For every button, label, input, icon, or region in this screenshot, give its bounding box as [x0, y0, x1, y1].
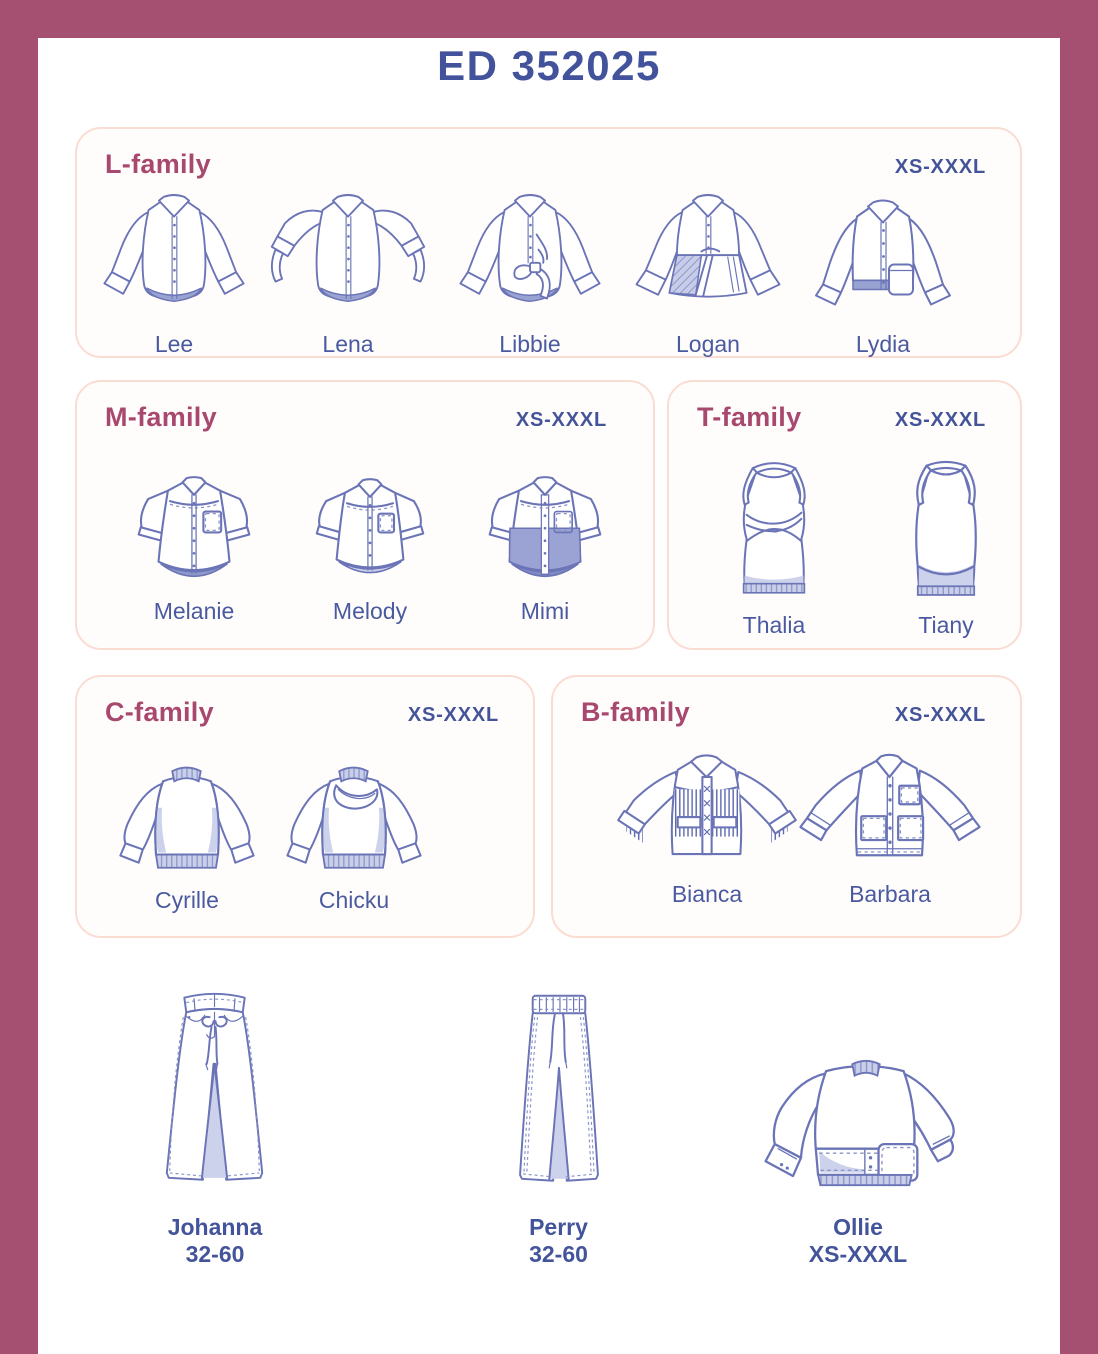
ollie-figure	[728, 1046, 988, 1268]
ollie-size: XS-XXXL	[808, 1241, 908, 1267]
size-range-c: XS-XXXL	[407, 704, 499, 726]
garment-name-lydia: Lydia	[855, 331, 911, 357]
thalia-top-illustration	[704, 456, 844, 608]
family-box-l	[75, 127, 1022, 358]
lee-shirt-illustration	[94, 191, 254, 327]
johanna-name: Johanna	[167, 1214, 263, 1240]
perry-size: 32-60	[529, 1241, 588, 1267]
family-box-b	[551, 675, 1022, 938]
perry-figure	[476, 986, 641, 1268]
johanna-pants-illustration	[115, 986, 315, 1208]
ollie-name: Ollie	[833, 1214, 883, 1240]
perry-pants-illustration	[476, 986, 641, 1208]
garment-name-melody: Melody	[332, 598, 408, 624]
catalog-page	[38, 38, 1060, 1354]
chicku-sweatshirt-illustration	[269, 763, 439, 883]
melanie-shirt-illustration	[114, 474, 274, 594]
johanna-size: 32-60	[185, 1241, 245, 1267]
ollie-sweatshirt-illustration	[728, 1046, 988, 1208]
mimi-shirt-illustration	[465, 474, 625, 594]
libbie-shirt-illustration	[450, 191, 610, 327]
garment-name-lena: Lena	[322, 331, 374, 357]
cyrille-sweatshirt-illustration	[102, 763, 272, 883]
perry-label	[529, 1214, 588, 1268]
family-box-c	[75, 675, 535, 938]
size-range-l: XS-XXXL	[894, 156, 986, 178]
johanna-figure	[115, 986, 315, 1268]
family-title-c: C-family	[105, 697, 214, 727]
size-range-t: XS-XXXL	[894, 409, 986, 431]
garment-name-tiany: Tiany	[918, 612, 974, 638]
family-title-t: T-family	[697, 402, 802, 432]
garment-name-barbara: Barbara	[849, 881, 931, 907]
barbara-jacket-illustration	[795, 751, 985, 877]
bianca-jacket-illustration	[612, 751, 802, 877]
lena-shirt-illustration	[268, 191, 428, 327]
garment-name-logan: Logan	[676, 331, 740, 357]
perry-name: Perry	[529, 1214, 588, 1240]
logan-shirt-illustration	[628, 191, 788, 327]
lydia-shirt-illustration	[803, 191, 963, 327]
garment-name-chicku: Chicku	[318, 887, 390, 913]
family-title-l: L-family	[105, 149, 211, 179]
ollie-label	[809, 1214, 907, 1268]
size-range-m: XS-XXXL	[515, 409, 607, 431]
garment-name-libbie: Libbie	[499, 331, 561, 357]
size-range-b: XS-XXXL	[894, 704, 986, 726]
garment-name-lee: Lee	[154, 331, 194, 357]
family-title-m: M-family	[105, 402, 217, 432]
family-title-b: B-family	[581, 697, 690, 727]
garment-name-melanie: Melanie	[153, 598, 235, 624]
garment-name-thalia: Thalia	[742, 612, 806, 638]
tiany-top-illustration	[876, 456, 1016, 608]
garment-name-bianca: Bianca	[671, 881, 743, 907]
page-title: ED 352025	[437, 42, 661, 89]
family-box-t	[667, 380, 1022, 650]
melody-shirt-illustration	[290, 474, 450, 594]
family-box-m	[75, 380, 655, 650]
johanna-label	[168, 1214, 263, 1268]
garment-name-mimi: Mimi	[520, 598, 570, 624]
garment-name-cyrille: Cyrille	[155, 887, 219, 913]
